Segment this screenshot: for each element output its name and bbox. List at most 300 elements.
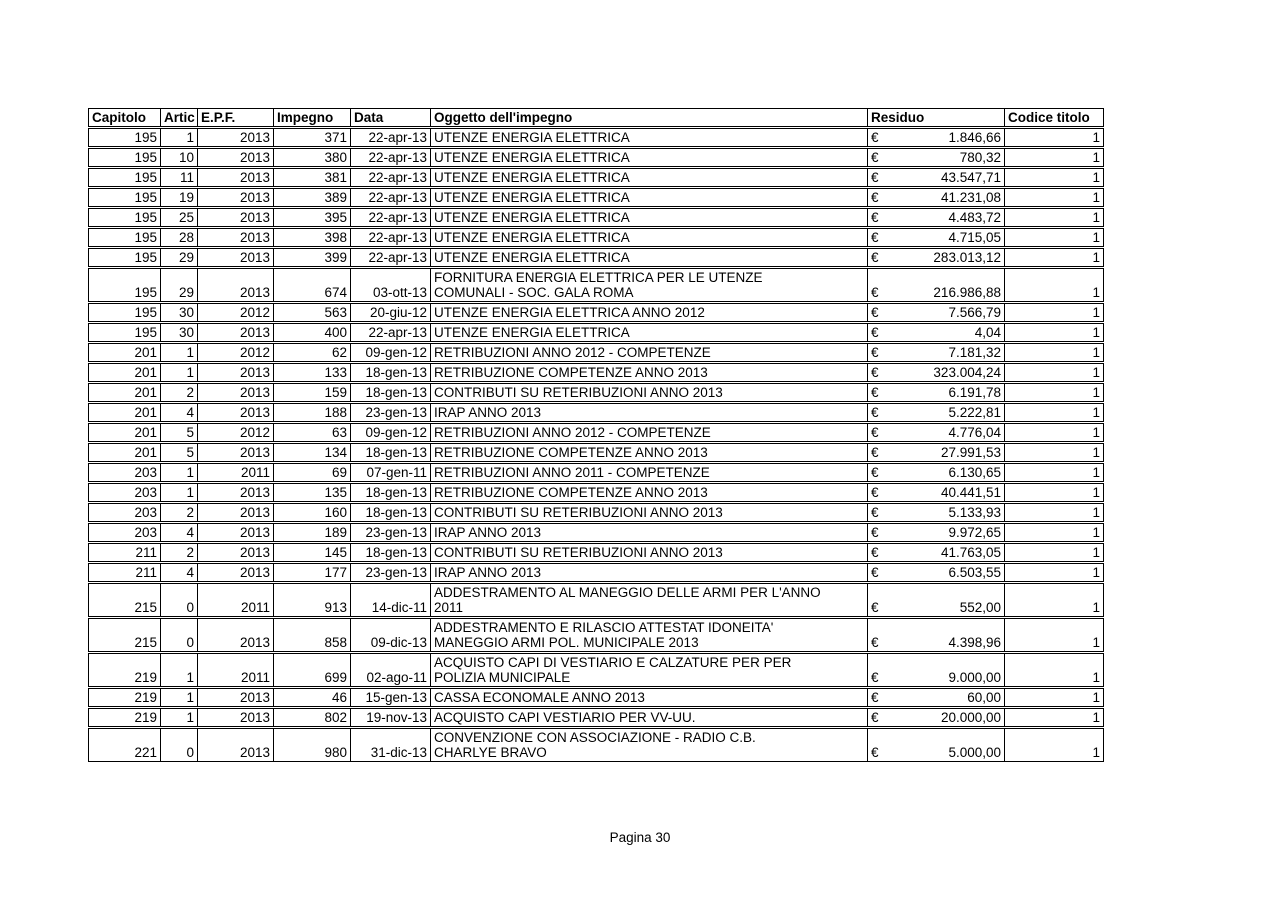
cell-oggetto: [431, 729, 868, 761]
cell-capitolo: 195: [89, 249, 161, 266]
cell-impegno: 802: [274, 709, 351, 726]
residuo-amount: 283.013,12: [933, 250, 1001, 265]
cell-data: 20-giu-12: [351, 304, 431, 321]
cell-data: 09-gen-12: [351, 344, 431, 361]
cell-data: 18-gen-13: [351, 384, 431, 401]
cell-epf: 2013: [198, 709, 274, 726]
cell-oggetto: [431, 209, 868, 226]
cell-capitolo: 195: [89, 169, 161, 186]
cell-capitolo: 195: [89, 229, 161, 246]
cell-codice-titolo: 1: [1092, 745, 1100, 760]
euro-symbol: €: [871, 190, 879, 205]
cell-capitolo: 221: [89, 729, 161, 761]
cell-residuo: [868, 129, 1005, 146]
oggetto-line: ADDESTRAMENTO AL MANEGGIO DELLE ARMI PER L'ANNO: [434, 585, 821, 600]
table-row: [88, 303, 1104, 322]
residuo-amount: 6.191,78: [948, 385, 1001, 400]
cell-impegno: 389: [274, 189, 351, 206]
cell-articolo: 1: [161, 654, 198, 686]
cell-impegno: 160: [274, 504, 351, 521]
cell-articolo: 30: [161, 324, 198, 341]
cell-epf: 2013: [198, 129, 274, 146]
cell-impegno: 63: [274, 424, 351, 441]
cell-residuo: [868, 654, 1005, 686]
table-row: [88, 443, 1104, 462]
residuo-amount: 6.503,55: [948, 565, 1001, 580]
cell-data: 22-apr-13: [351, 209, 431, 226]
cell-articolo: 19: [161, 189, 198, 206]
cell-residuo: [868, 424, 1005, 441]
cell-articolo: 1: [161, 709, 198, 726]
table-row: [88, 543, 1104, 562]
cell-impegno: 980: [274, 729, 351, 761]
oggetto-line: CONTRIBUTI SU RETERIBUZIONI ANNO 2013: [434, 545, 723, 560]
page-number: Pagina 30: [609, 830, 671, 845]
cell-epf: 2012: [198, 424, 274, 441]
cell-oggetto: [431, 524, 868, 541]
cell-residuo: [868, 169, 1005, 186]
cell-codice-titolo: 1: [1092, 150, 1100, 165]
cell-articolo: 2: [161, 544, 198, 561]
cell-codice-titolo: 1: [1092, 365, 1100, 380]
oggetto-line: 2011: [434, 600, 464, 615]
table-row: [88, 268, 1104, 302]
cell-residuo: [868, 619, 1005, 651]
euro-symbol: €: [871, 545, 879, 560]
residuo-amount: 216.986,88: [933, 285, 1001, 300]
cell-epf: 2012: [198, 304, 274, 321]
cell-data: 02-ago-11: [351, 654, 431, 686]
table-row: [88, 168, 1104, 187]
residuo-amount: 7.566,79: [948, 305, 1001, 320]
cell-codice-titolo: 1: [1092, 710, 1100, 725]
table-row: [88, 383, 1104, 402]
residuo-line: [871, 385, 1001, 400]
residuo-amount: 323.004,24: [933, 365, 1001, 380]
oggetto-line: RETRIBUZIONE COMPETENZE ANNO 2013: [434, 485, 708, 500]
cell-impegno: 177: [274, 564, 351, 581]
oggetto-line: UTENZE ENERGIA ELETTRICA: [434, 325, 630, 340]
euro-symbol: €: [871, 690, 879, 705]
oggetto-line: UTENZE ENERGIA ELETTRICA: [434, 150, 630, 165]
residuo-amount: 7.181,32: [948, 345, 1001, 360]
residuo-amount: 4.715,05: [948, 230, 1001, 245]
table-row: [88, 248, 1104, 267]
cell-oggetto: [431, 229, 868, 246]
cell-residuo: [868, 464, 1005, 481]
residuo-amount: 27.991,53: [940, 445, 1001, 460]
cell-residuo: [868, 544, 1005, 561]
cell-residuo: [868, 504, 1005, 521]
cell-codice-titolo: 1: [1092, 130, 1100, 145]
cell-capitolo: 211: [89, 564, 161, 581]
cell-data: 23-gen-13: [351, 524, 431, 541]
cell-articolo: 0: [161, 729, 198, 761]
table-row: [88, 148, 1104, 167]
cell-capitolo: 201: [89, 424, 161, 441]
cell-capitolo: 219: [89, 709, 161, 726]
cell-oggetto: [431, 149, 868, 166]
cell-oggetto: [431, 619, 868, 651]
euro-symbol: €: [871, 130, 879, 145]
cell-articolo: 1: [161, 344, 198, 361]
euro-symbol: €: [871, 600, 879, 615]
cell-capitolo: 201: [89, 444, 161, 461]
oggetto-line: UTENZE ENERGIA ELETTRICA: [434, 130, 630, 145]
cell-epf: 2013: [198, 324, 274, 341]
cell-impegno: 674: [274, 269, 351, 301]
table-row: [88, 403, 1104, 422]
cell-capitolo: 211: [89, 544, 161, 561]
table-row: [88, 503, 1104, 522]
cell-residuo: [868, 444, 1005, 461]
residuo-line: [871, 445, 1001, 460]
residuo-line: [871, 425, 1001, 440]
cell-data: 22-apr-13: [351, 129, 431, 146]
euro-symbol: €: [871, 250, 879, 265]
cell-epf: 2013: [198, 729, 274, 761]
cell-residuo: [868, 304, 1005, 321]
residuo-line: [871, 545, 1001, 560]
cell-articolo: 11: [161, 169, 198, 186]
cell-codice-titolo: 1: [1092, 305, 1100, 320]
cell-articolo: 29: [161, 249, 198, 266]
cell-impegno: 159: [274, 384, 351, 401]
cell-epf: 2013: [198, 249, 274, 266]
oggetto-line: CONTRIBUTI SU RETERIBUZIONI ANNO 2013: [434, 385, 723, 400]
residuo-amount: 40.441,51: [940, 485, 1001, 500]
residuo-line: [871, 130, 1001, 145]
cell-epf: 2011: [198, 584, 274, 616]
residuo-amount: 552,00: [959, 600, 1001, 615]
oggetto-line: MANEGGIO ARMI POL. MUNICIPALE 2013: [434, 635, 699, 650]
cell-residuo: [868, 484, 1005, 501]
cell-codice-titolo: 1: [1092, 465, 1100, 480]
cell-articolo: 25: [161, 209, 198, 226]
column-header-residuo: Residuo: [868, 109, 1005, 126]
cell-articolo: 30: [161, 304, 198, 321]
residuo-amount: 4.776,04: [948, 425, 1001, 440]
residuo-amount: 5.133,93: [948, 505, 1001, 520]
residuo-line: [871, 710, 1001, 725]
cell-capitolo: 195: [89, 189, 161, 206]
cell-capitolo: 195: [89, 324, 161, 341]
cell-residuo: [868, 564, 1005, 581]
cell-oggetto: [431, 269, 868, 301]
cell-data: 22-apr-13: [351, 324, 431, 341]
cell-impegno: 398: [274, 229, 351, 246]
cell-data: 23-gen-13: [351, 564, 431, 581]
cell-data: 22-apr-13: [351, 249, 431, 266]
cell-capitolo: 195: [89, 129, 161, 146]
cell-epf: 2013: [198, 384, 274, 401]
cell-articolo: 5: [161, 444, 198, 461]
euro-symbol: €: [871, 670, 879, 685]
cell-data: 18-gen-13: [351, 484, 431, 501]
cell-oggetto: [431, 464, 868, 481]
euro-symbol: €: [871, 285, 879, 300]
oggetto-line: UTENZE ENERGIA ELETTRICA: [434, 250, 630, 265]
cell-articolo: 4: [161, 564, 198, 581]
cell-articolo: 29: [161, 269, 198, 301]
cell-oggetto: [431, 364, 868, 381]
cell-impegno: 380: [274, 149, 351, 166]
residuo-line: [871, 745, 1001, 760]
cell-residuo: [868, 344, 1005, 361]
cell-articolo: 1: [161, 129, 198, 146]
cell-articolo: 28: [161, 229, 198, 246]
cell-data: 03-ott-13: [351, 269, 431, 301]
residuo-line: [871, 465, 1001, 480]
table-row: [88, 323, 1104, 342]
cell-oggetto: [431, 189, 868, 206]
cell-data: 22-apr-13: [351, 189, 431, 206]
cell-residuo: [868, 729, 1005, 761]
cell-data: 18-gen-13: [351, 364, 431, 381]
cell-oggetto: [431, 404, 868, 421]
cell-impegno: 69: [274, 464, 351, 481]
residuo-line: [871, 565, 1001, 580]
oggetto-line: CONVENZIONE CON ASSOCIAZIONE - RADIO C.B.: [434, 730, 756, 745]
table-row: [88, 423, 1104, 442]
table-row: [88, 653, 1104, 687]
cell-impegno: 563: [274, 304, 351, 321]
residuo-line: [871, 345, 1001, 360]
cell-codice-titolo: 1: [1092, 170, 1100, 185]
residuo-line: [871, 485, 1001, 500]
cell-data: 18-gen-13: [351, 544, 431, 561]
cell-epf: 2013: [198, 524, 274, 541]
cell-epf: 2013: [198, 544, 274, 561]
cell-oggetto: [431, 304, 868, 321]
cell-capitolo: 201: [89, 344, 161, 361]
cell-capitolo: 203: [89, 484, 161, 501]
cell-oggetto: [431, 444, 868, 461]
cell-impegno: 858: [274, 619, 351, 651]
residuo-line: [871, 285, 1001, 300]
cell-codice-titolo: 1: [1092, 345, 1100, 360]
residuo-line: [871, 190, 1001, 205]
residuo-amount: 9.000,00: [948, 670, 1001, 685]
cell-data: 22-apr-13: [351, 169, 431, 186]
cell-data: 18-gen-13: [351, 444, 431, 461]
column-header-epf: E.P.F.: [198, 109, 274, 126]
oggetto-line: ADDESTRAMENTO E RILASCIO ATTESTAT IDONEITA': [434, 620, 774, 635]
residuo-line: [871, 325, 1001, 340]
euro-symbol: €: [871, 230, 879, 245]
table-row: [88, 363, 1104, 382]
oggetto-line: RETRIBUZIONE COMPETENZE ANNO 2013: [434, 445, 708, 460]
cell-articolo: 2: [161, 384, 198, 401]
cell-codice-titolo: 1: [1092, 325, 1100, 340]
cell-oggetto: [431, 544, 868, 561]
residuo-line: [871, 505, 1001, 520]
cell-residuo: [868, 404, 1005, 421]
cell-data: 14-dic-11: [351, 584, 431, 616]
oggetto-line: POLIZIA MUNICIPALE: [434, 670, 571, 685]
cell-epf: 2013: [198, 484, 274, 501]
cell-codice-titolo: 1: [1092, 230, 1100, 245]
residuo-line: [871, 210, 1001, 225]
table-row: [88, 563, 1104, 582]
cell-capitolo: 195: [89, 269, 161, 301]
cell-capitolo: 195: [89, 209, 161, 226]
cell-data: 22-apr-13: [351, 229, 431, 246]
table-body: [88, 128, 1104, 762]
impegni-table: [88, 108, 1104, 763]
cell-codice-titolo: 1: [1092, 600, 1100, 615]
oggetto-line: IRAP ANNO 2013: [434, 525, 542, 540]
oggetto-line: UTENZE ENERGIA ELETTRICA: [434, 210, 630, 225]
euro-symbol: €: [871, 425, 879, 440]
residuo-amount: 5.000,00: [948, 745, 1001, 760]
oggetto-line: COMUNALI - SOC. GALA ROMA: [434, 285, 634, 300]
cell-articolo: 1: [161, 689, 198, 706]
cell-codice-titolo: 1: [1092, 190, 1100, 205]
cell-data: 15-gen-13: [351, 689, 431, 706]
oggetto-line: UTENZE ENERGIA ELETTRICA: [434, 170, 630, 185]
cell-epf: 2013: [198, 689, 274, 706]
residuo-line: [871, 405, 1001, 420]
oggetto-line: UTENZE ENERGIA ELETTRICA: [434, 230, 630, 245]
residuo-amount: 60,00: [967, 690, 1001, 705]
cell-residuo: [868, 709, 1005, 726]
cell-residuo: [868, 324, 1005, 341]
oggetto-line: RETRIBUZIONE COMPETENZE ANNO 2013: [434, 365, 708, 380]
cell-codice-titolo: 1: [1092, 690, 1100, 705]
residuo-amount: 780,32: [959, 150, 1001, 165]
euro-symbol: €: [871, 385, 879, 400]
table-row: [88, 188, 1104, 207]
cell-residuo: [868, 189, 1005, 206]
cell-epf: 2013: [198, 269, 274, 301]
residuo-amount: 41.231,08: [940, 190, 1001, 205]
cell-oggetto: [431, 384, 868, 401]
residuo-line: [871, 230, 1001, 245]
residuo-line: [871, 690, 1001, 705]
cell-codice-titolo: 1: [1092, 425, 1100, 440]
column-header-data: Data: [351, 109, 431, 126]
residuo-line: [871, 600, 1001, 615]
cell-epf: 2013: [198, 444, 274, 461]
cell-residuo: [868, 249, 1005, 266]
cell-oggetto: [431, 484, 868, 501]
table-row: [88, 688, 1104, 707]
cell-oggetto: [431, 129, 868, 146]
table-row: [88, 463, 1104, 482]
euro-symbol: €: [871, 710, 879, 725]
column-header-articolo: Artic: [161, 109, 198, 126]
residuo-amount: 20.000,00: [940, 710, 1001, 725]
table-row: [88, 618, 1104, 652]
cell-oggetto: [431, 584, 868, 616]
cell-codice-titolo: 1: [1092, 405, 1100, 420]
oggetto-line: CHARLYE BRAVO: [434, 745, 547, 760]
oggetto-line: FORNITURA ENERGIA ELETTRICA PER LE UTENZE: [434, 270, 763, 285]
cell-capitolo: 203: [89, 524, 161, 541]
column-header-oggetto: Oggetto dell'impegno: [431, 109, 868, 126]
cell-impegno: 395: [274, 209, 351, 226]
cell-codice-titolo: 1: [1092, 635, 1100, 650]
cell-codice-titolo: 1: [1092, 525, 1100, 540]
euro-symbol: €: [871, 305, 879, 320]
cell-impegno: 145: [274, 544, 351, 561]
residuo-amount: 43.547,71: [940, 170, 1001, 185]
table-row: [88, 523, 1104, 542]
cell-data: 19-nov-13: [351, 709, 431, 726]
residuo-line: [871, 305, 1001, 320]
euro-symbol: €: [871, 445, 879, 460]
cell-epf: 2011: [198, 654, 274, 686]
table-row: [88, 708, 1104, 727]
cell-codice-titolo: 1: [1092, 670, 1100, 685]
cell-impegno: 381: [274, 169, 351, 186]
cell-capitolo: 215: [89, 619, 161, 651]
cell-articolo: 4: [161, 524, 198, 541]
cell-capitolo: 203: [89, 504, 161, 521]
oggetto-line: CASSA ECONOMALE ANNO 2013: [434, 690, 645, 705]
residuo-amount: 4.483,72: [948, 210, 1001, 225]
cell-data: 09-dic-13: [351, 619, 431, 651]
euro-symbol: €: [871, 170, 879, 185]
cell-oggetto: [431, 689, 868, 706]
cell-oggetto: [431, 564, 868, 581]
table-row: [88, 728, 1104, 762]
cell-articolo: 0: [161, 619, 198, 651]
oggetto-line: IRAP ANNO 2013: [434, 405, 542, 420]
table-row: [88, 583, 1104, 617]
cell-impegno: 62: [274, 344, 351, 361]
cell-epf: 2013: [198, 229, 274, 246]
cell-impegno: 133: [274, 364, 351, 381]
cell-residuo: [868, 229, 1005, 246]
euro-symbol: €: [871, 565, 879, 580]
cell-codice-titolo: 1: [1092, 485, 1100, 500]
table-row: [88, 343, 1104, 362]
cell-articolo: 0: [161, 584, 198, 616]
cell-epf: 2013: [198, 149, 274, 166]
oggetto-line: RETRIBUZIONI ANNO 2012 - COMPETENZE: [434, 425, 711, 440]
cell-capitolo: 201: [89, 404, 161, 421]
cell-epf: 2013: [198, 189, 274, 206]
residuo-amount: 9.972,65: [948, 525, 1001, 540]
euro-symbol: €: [871, 635, 879, 650]
cell-impegno: 399: [274, 249, 351, 266]
cell-capitolo: 219: [89, 654, 161, 686]
cell-oggetto: [431, 654, 868, 686]
cell-codice-titolo: 1: [1092, 250, 1100, 265]
cell-articolo: 1: [161, 484, 198, 501]
cell-impegno: 400: [274, 324, 351, 341]
cell-oggetto: [431, 504, 868, 521]
cell-epf: 2011: [198, 464, 274, 481]
cell-epf: 2013: [198, 564, 274, 581]
euro-symbol: €: [871, 485, 879, 500]
oggetto-line: RETRIBUZIONI ANNO 2012 - COMPETENZE: [434, 345, 711, 360]
cell-data: 31-dic-13: [351, 729, 431, 761]
cell-codice-titolo: 1: [1092, 565, 1100, 580]
oggetto-line: CONTRIBUTI SU RETERIBUZIONI ANNO 2013: [434, 505, 723, 520]
cell-residuo: [868, 689, 1005, 706]
cell-capitolo: 215: [89, 584, 161, 616]
table-row: [88, 483, 1104, 502]
euro-symbol: €: [871, 505, 879, 520]
cell-residuo: [868, 269, 1005, 301]
cell-epf: 2013: [198, 169, 274, 186]
cell-epf: 2013: [198, 619, 274, 651]
cell-residuo: [868, 209, 1005, 226]
cell-capitolo: 201: [89, 364, 161, 381]
